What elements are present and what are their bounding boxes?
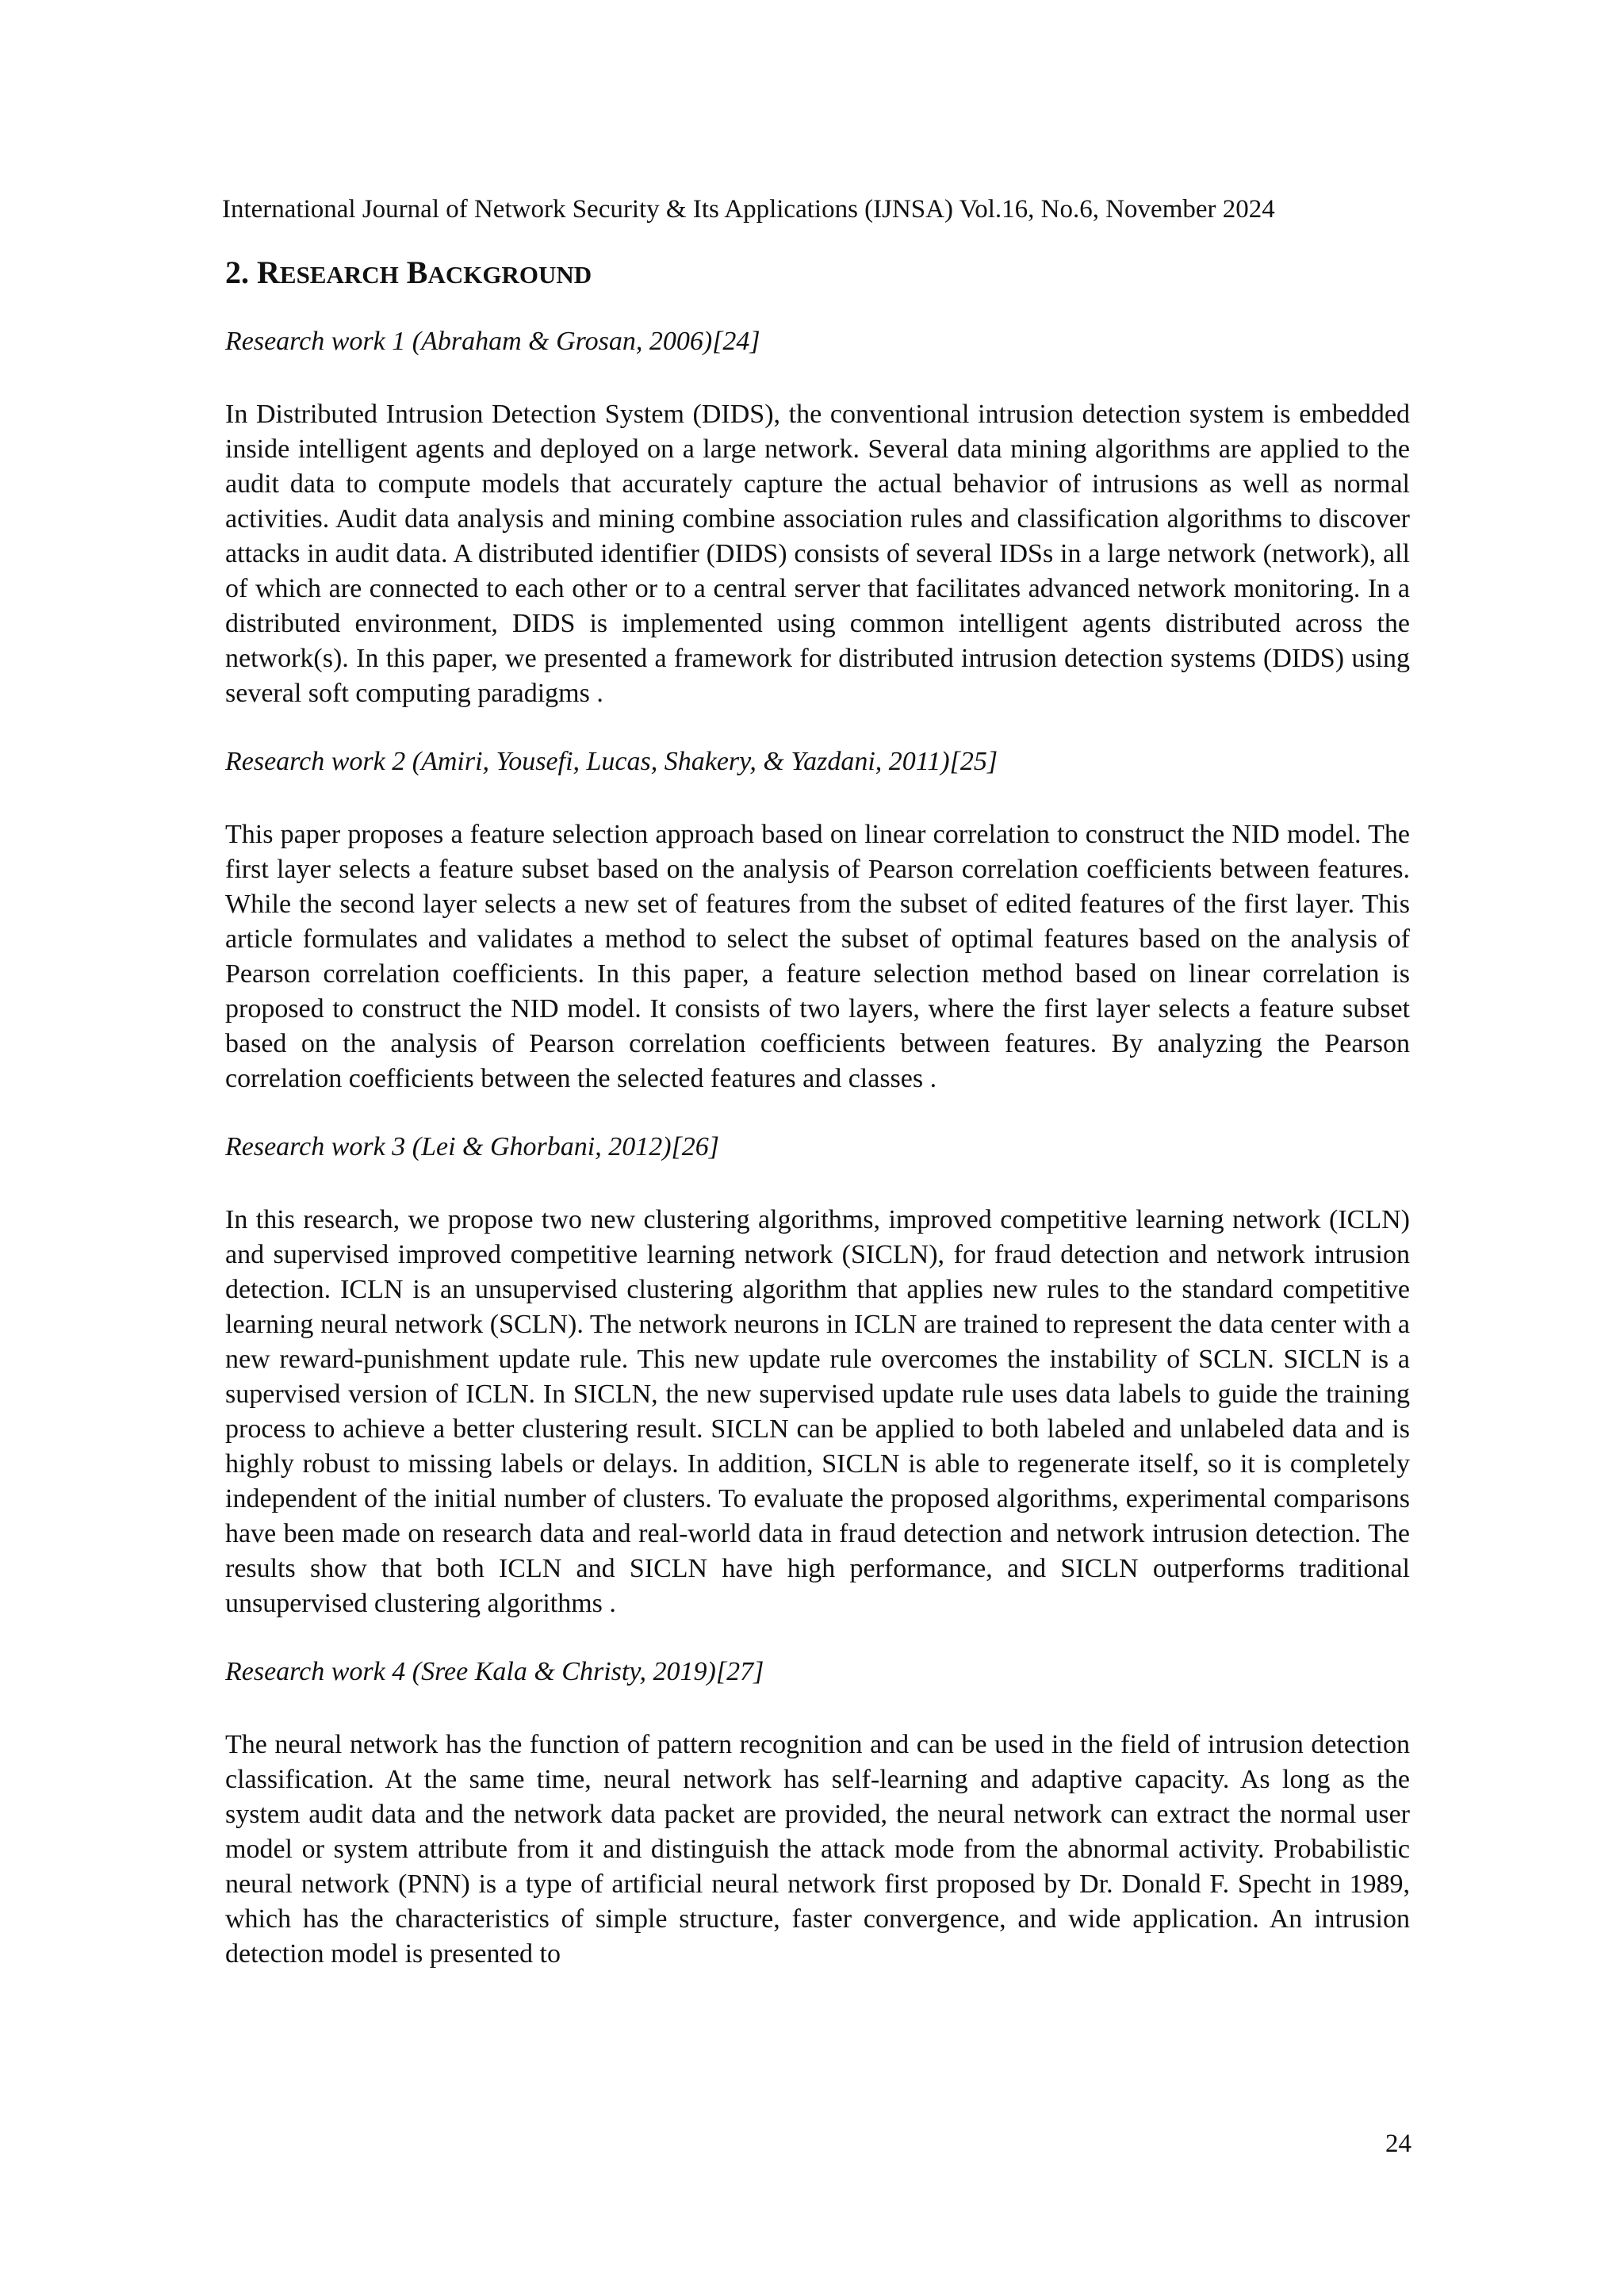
main-content — [225, 251, 1410, 2005]
research-work-3-body: In this research, we propose two new clustering algorithms, improved competitive learning network (ICLN) and supervised improved competitive learning network (SICLN), for fraud detection and network intrusion detection. ICLN is an unsupervised clustering algorithm that applies new rules to the standard competitive learning neural network (SCLN). The network neurons in ICLN are trained to represent the data center with a new reward-punishment update rule. This new update rule overcomes the instability of SCLN. SICLN is a supervised version of ICLN. In SICLN, the new supervised update rule uses data labels to guide the training process to achieve a better clustering result. SICLN can be applied to both labeled and unlabeled data and is highly robust to missing labels or delays. In addition, SICLN is able to regenerate itself, so it is completely independent of the initial number of clusters. To evaluate the proposed algorithms, experimental comparisons have been made on research data and real-world data in fraud detection and network intrusion detection. The results show that both ICLN and SICLN have high performance, and SICLN outperforms traditional unsupervised clustering algorithms . — [225, 1205, 1410, 1618]
research-work-4-body: The neural network has the function of pattern recognition and can be used in the field of intrusion detection classification. At the same time, neural network has self-learning and adaptive capacity. As long as the system audit data and the network data packet are provided, the neural network can extract the normal user model or system attribute from it and distinguish the attack mode from the abnormal activity. Probabilistic neural network (PNN) is a type of artificial neural network first proposed by Dr. Donald F. Specht in 1989, which has the characteristics of simple structure, faster convergence, and wide application. An intrusion detection model is presented to — [225, 1730, 1410, 1969]
page-number: 24 — [1385, 2130, 1411, 2158]
research-work-2-body: This paper proposes a feature selection approach based on linear correlation to construct the NID model. The first layer selects a feature subset based on the analysis of Pearson correlation coefficients between features. While the second layer selects a new set of features from the subset of edited features of the first layer. This article formulates and validates a method to select the subset of optimal features based on the analysis of Pearson correlation coefficients. In this paper, a feature selection method based on linear correlation is proposed to construct the NID model. It consists of two layers, where the first layer selects a feature subset based on the analysis of Pearson correlation coefficients between features. By analyzing the Pearson correlation coefficients between the selected features and classes . — [225, 820, 1410, 1093]
research-work-4-title: Research work 4 (Sree Kala & Christy, 2019)[27] — [225, 1657, 764, 1686]
section-title-initial-1: R — [257, 254, 280, 290]
section-number: 2. — [225, 254, 257, 290]
section-title-rest-1: ESEARCH — [279, 261, 399, 289]
research-work-1-body: In Distributed Intrusion Detection System (DIDS), the conventional intrusion detection system is embedded inside intelligent agents and deployed on a large network. Several data mining algorithms are applied to the audit data to compute models that accurately capture the actual behavior of intrusions as well as normal activities. Audit data analysis and mining combine association rules and classification algorithms to discover attacks in audit data. A distributed identifier (DIDS) consists of several IDSs in a large network (network), all of which are connected to each other or to a central server that facilitates advanced network monitoring. In a distributed environment, DIDS is implemented using common intelligent agents distributed across the network(s). In this paper, we presented a framework for distributed intrusion detection systems (DIDS) using several soft computing paradigms . — [225, 400, 1410, 708]
research-work-3-title: Research work 3 (Lei & Ghorbani, 2012)[26] — [225, 1132, 719, 1161]
section-heading — [225, 251, 1410, 297]
running-header: International Journal of Network Security & Its Applications (IJNSA) Vol.16, No.6, November 2024 — [222, 195, 1275, 224]
research-work-1-title: Research work 1 (Abraham & Grosan, 2006)[24] — [225, 327, 760, 356]
research-work-2-title: Research work 2 (Amiri, Yousefi, Lucas, Shakery, & Yazdani, 2011)[25] — [225, 747, 998, 776]
section-title-space — [399, 254, 407, 290]
section-title-initial-2: B — [406, 254, 428, 290]
section-title-rest-2: ACKGROUND — [427, 261, 592, 289]
